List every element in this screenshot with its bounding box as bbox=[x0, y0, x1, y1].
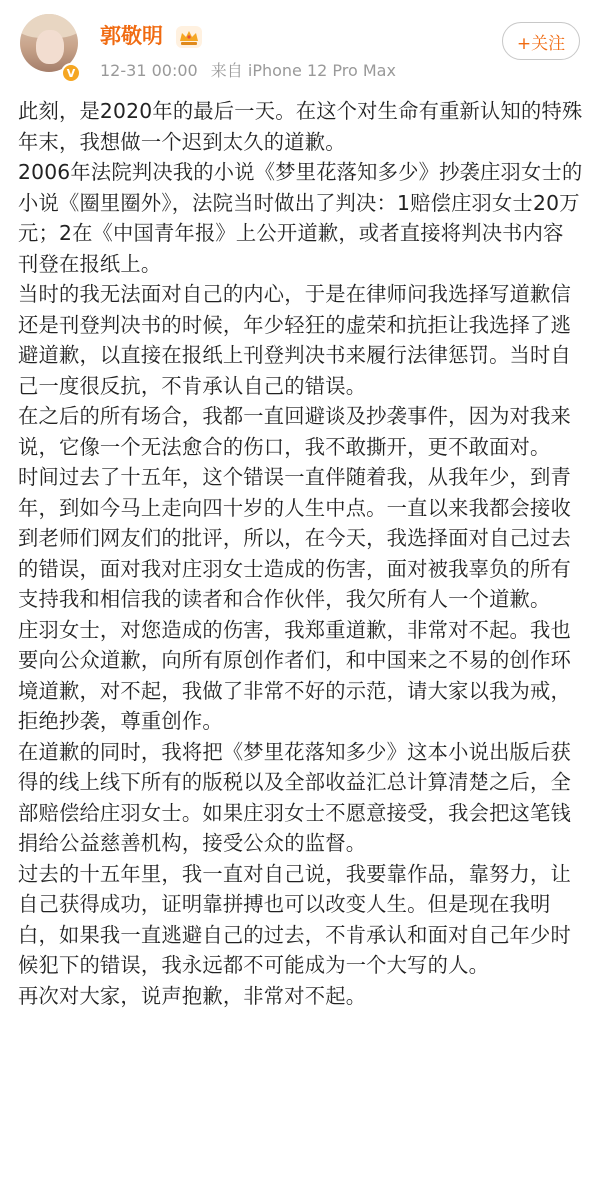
post-header bbox=[0, 0, 600, 95]
post-paragraph: 2006年法院判决我的小说《梦里花落知多少》抄袭庄羽女士的小说《圈里圈外》，法院当时做出了判决：1赔偿庄羽女士20万元；2在《中国青年报》上公开道歉，或者直接将判决书内容刊登在报纸上。 bbox=[18, 160, 583, 276]
post-body bbox=[18, 96, 584, 1011]
post-source: 来自 iPhone 12 Pro Max bbox=[210, 61, 396, 80]
post-paragraph: 过去的十五年里，我一直对自己说，我要靠作品，靠努力，让自己获得成功，证明靠拼搏也可以改变人生。但是现在我明白，如果我一直逃避自己的过去，不肯承认和面对自己年少时候犯下的错误，我永远都不可能成为一个大写的人。 bbox=[18, 861, 571, 977]
post-timestamp: 12-31 00:00 bbox=[100, 61, 198, 80]
post-meta bbox=[100, 60, 404, 82]
post-paragraph: 此刻，是2020年的最后一天。在这个对生命有重新认知的特殊年末，我想做一个迟到太久的道歉。 bbox=[18, 99, 583, 154]
post-paragraph: 在道歉的同时，我将把《梦里花落知多少》这本小说出版后获得的线上线下所有的版税以及全部收益汇总计算清楚之后，全部赔偿给庄羽女士。如果庄羽女士不愿意接受，我会把这笔钱捐给公益慈善机构，接受公众的监督。 bbox=[18, 739, 571, 855]
avatar-face bbox=[36, 30, 64, 64]
post-paragraph: 当时的我无法面对自己的内心，于是在律师问我选择写道歉信还是刊登判决书的时候，年少轻狂的虚荣和抗拒让我选择了逃避道歉，以直接在报纸上刊登判决书来履行法律惩罚。当时自己一度很反抗，不肯承认自己的错误。 bbox=[18, 282, 571, 398]
crown-icon bbox=[176, 26, 202, 48]
post-paragraph: 庄羽女士，对您造成的伤害，我郑重道歉，非常对不起。我也要向公众道歉，向所有原创作者们，和中国来之不易的创作环境道歉，对不起，我做了非常不好的示范，请大家以我为戒，拒绝抄袭，尊重创作。 bbox=[18, 617, 571, 733]
post-paragraph: 时间过去了十五年，这个错误一直伴随着我，从我年少，到青年，到如今马上走向四十岁的人生中点。一直以来我都会接收到老师们网友们的批评，所以，在今天，我选择面对自己过去的错误，面对我对庄羽女士造成的伤害，面对被我辜负的所有支持我和相信我的读者和合作伙伴，我欠所有人一个道歉。 bbox=[18, 465, 571, 611]
follow-button[interactable]: +关注 bbox=[502, 22, 580, 60]
verified-icon: V bbox=[61, 63, 81, 83]
post-paragraph: 在之后的所有场合，我都一直回避谈及抄袭事件，因为对我来说，它像一个无法愈合的伤口，我不敢撕开，更不敢面对。 bbox=[18, 404, 571, 459]
username[interactable]: 郭敬明 bbox=[100, 24, 163, 48]
post-paragraph: 再次对大家，说声抱歉，非常对不起。 bbox=[18, 983, 367, 1008]
